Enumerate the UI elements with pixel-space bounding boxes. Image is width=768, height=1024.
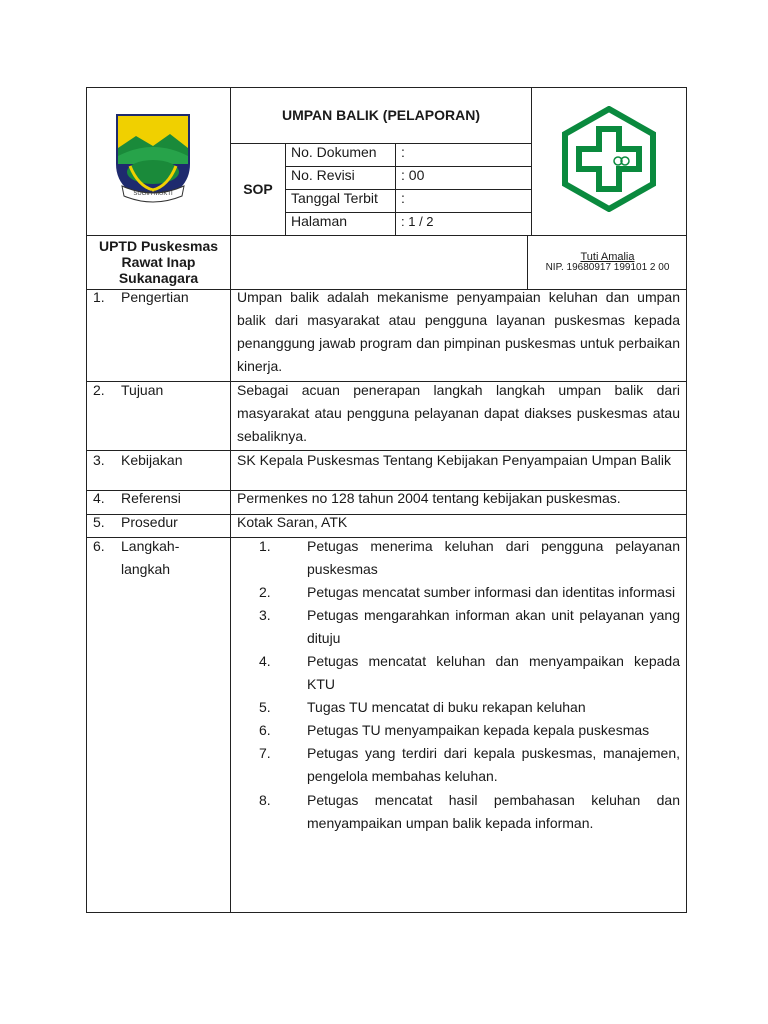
signer-name: Tuti Amalia: [580, 251, 635, 263]
institution-line: Sukanagara: [118, 270, 199, 286]
step-number: 7.: [259, 745, 271, 761]
signer-nip: NIP. 19680917 199101 2 00: [545, 262, 670, 273]
section-label: Kebijakan: [121, 452, 183, 468]
step-number: 4.: [259, 653, 271, 669]
step-number: 3.: [259, 607, 271, 623]
section-number: 5.: [93, 514, 105, 530]
sop-label: SOP: [243, 181, 273, 197]
logo-motto: SUGIH MUKTI: [133, 191, 173, 197]
step-text: Petugas menerima keluhan dari pengguna pelayanan puskesmas: [307, 538, 680, 577]
step-number: 5.: [259, 699, 271, 715]
field-label-tanggal: Tanggal Terbit: [291, 190, 378, 206]
section-text-tujuan: Sebagai acuan penerapan langkah langkah umpan balik dari masyarakat atau pengguna pelayanan dapat diakses puskesmas atau sebaliknya.: [237, 382, 680, 444]
section-text-prosedur: Kotak Saran, ATK: [237, 514, 348, 530]
institution-name: [87, 238, 230, 286]
puskesmas-cross-icon: [560, 106, 658, 212]
section-number: 4.: [93, 490, 105, 506]
step-number: 6.: [259, 722, 271, 738]
field-label-revisi: No. Revisi: [291, 167, 355, 183]
step-number: 2.: [259, 584, 271, 600]
step-text: Petugas TU menyampaikan kepada kepala puskesmas: [307, 722, 650, 738]
step-text: Petugas mencatat hasil pembahasan keluhan dan menyampaikan umpan balik kepada informan.: [307, 792, 680, 831]
divider: [86, 235, 687, 236]
section-number: 2.: [93, 382, 105, 398]
section-number: 3.: [93, 452, 105, 468]
section-label: langkah: [121, 561, 171, 577]
document-title: UMPAN BALIK (PELAPORAN): [281, 107, 481, 123]
field-value-tanggal: :: [401, 190, 405, 206]
section-label: Pengertian: [121, 289, 189, 305]
section-text-pengertian: Umpan balik adalah mekanisme penyampaian keluhan dan umpan balik dari masyarakat atau pengguna layanan puskesmas kepada penanggung jawab program dan pimpinan puskesmas untuk perbaikan kinerja.: [237, 289, 680, 374]
district-logo: [108, 108, 198, 210]
puskesmas-logo: [560, 106, 658, 212]
section-number: 1.: [93, 289, 105, 305]
divider: [531, 87, 532, 235]
step-text: Petugas mencatat sumber informasi dan identitas informasi: [307, 584, 676, 600]
section-label: Langkah-: [121, 538, 180, 554]
section-label: Tujuan: [121, 382, 164, 398]
section-label: Prosedur: [121, 514, 178, 530]
step-text: Tugas TU mencatat di buku rekapan keluhan: [307, 699, 586, 715]
institution-line: UPTD Puskesmas: [98, 238, 219, 254]
step-number: 1.: [259, 538, 271, 554]
divider: [230, 87, 231, 913]
institution-line: Rawat Inap: [121, 254, 196, 270]
section-text-referensi: Permenkes no 128 tahun 2004 tentang kebijakan puskesmas.: [237, 490, 621, 506]
divider: [230, 143, 531, 144]
field-label-halaman: Halaman: [291, 213, 348, 229]
field-value-revisi: : 00: [401, 167, 425, 183]
step-text: Petugas mengarahkan informan akan unit pelayanan yang dituju: [307, 607, 680, 646]
field-value-halaman: : 1 / 2: [401, 214, 434, 229]
step-text: Petugas mencatat keluhan dan menyampaikan kepada KTU: [307, 653, 680, 692]
step-text: Petugas yang terdiri dari kepala puskesmas, manajemen, pengelola membahas keluhan.: [307, 745, 680, 784]
section-number: 6.: [93, 538, 105, 554]
field-value-dokumen: :: [401, 144, 405, 160]
step-number: 8.: [259, 792, 271, 808]
section-text-kebijakan: SK Kepala Puskesmas Tentang Kebijakan Penyampaian Umpan Balik: [237, 452, 671, 468]
field-label-dokumen: No. Dokumen: [291, 144, 377, 160]
section-label: Referensi: [121, 490, 181, 506]
